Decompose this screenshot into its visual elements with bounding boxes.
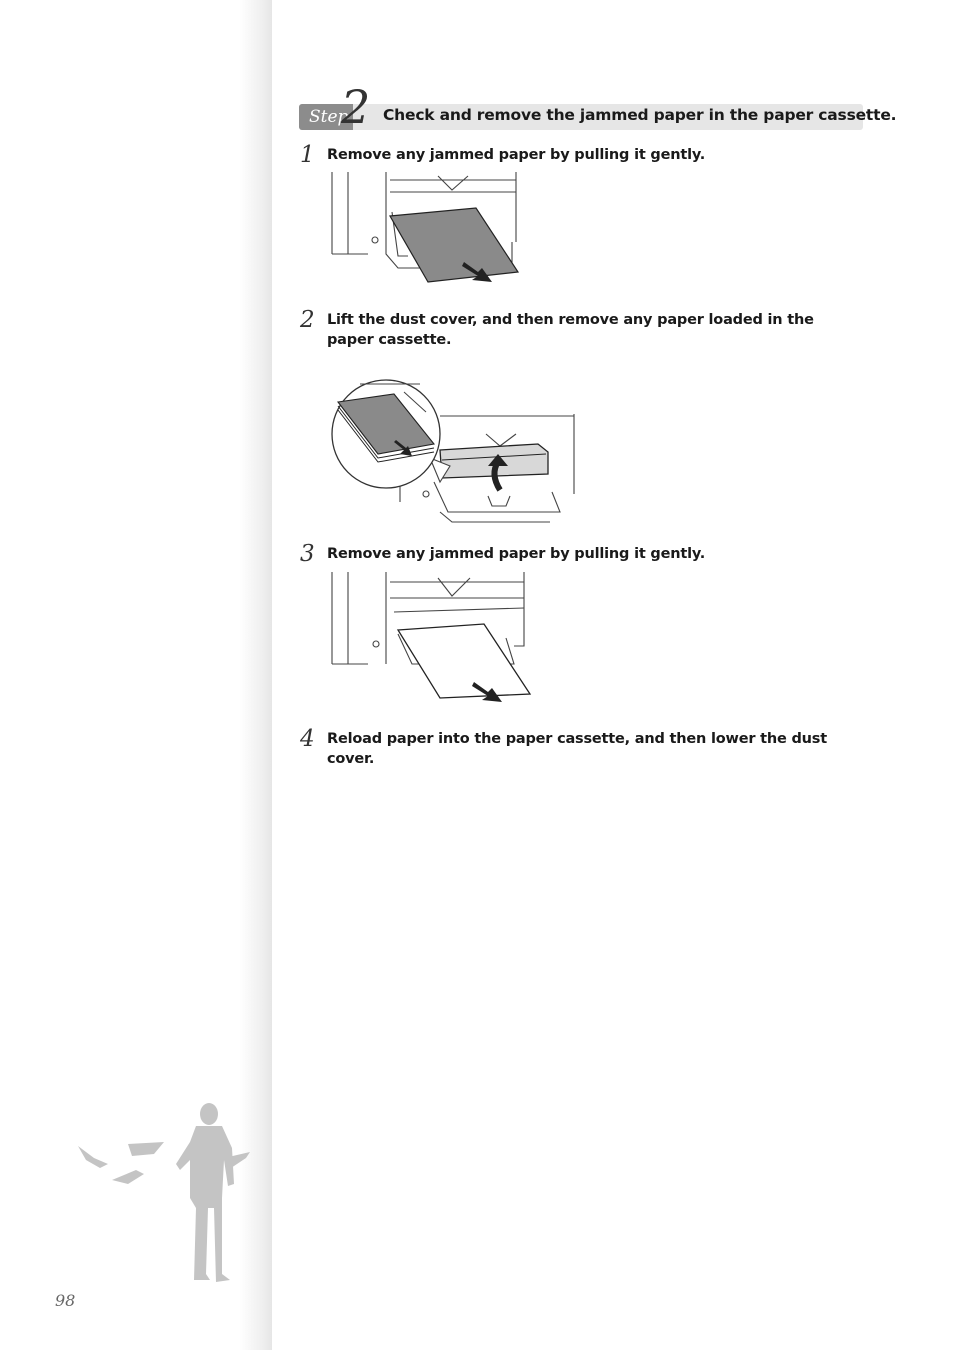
step-title: Check and remove the jammed paper in the paper cassette. (383, 106, 897, 124)
step-word: Step (309, 107, 349, 127)
page-number: 98 (55, 1291, 76, 1310)
figure-pull-jammed-paper-1 (328, 172, 528, 290)
jammed-paper-sheet (390, 208, 518, 282)
step-header (299, 80, 897, 134)
item-4-number: 4 (300, 726, 315, 752)
item-2-text: Lift the dust cover, and then remove any paper loaded in the paper cassette. (327, 312, 814, 348)
item-1-text: Remove any jammed paper by pulling it gently. (327, 147, 706, 163)
item-3-number: 3 (300, 541, 315, 567)
item-1-number: 1 (300, 142, 315, 168)
jammed-paper-sheet (398, 624, 530, 698)
item-3-text: Remove any jammed paper by pulling it gently. (327, 546, 706, 562)
figure-pull-jammed-paper-2 (328, 572, 538, 708)
step-number: 2 (341, 80, 371, 134)
item-4-text: Reload paper into the paper cassette, and then lower the dust cover. (327, 731, 827, 767)
item-2-number: 2 (300, 307, 315, 333)
person-silhouette-icon (72, 1098, 254, 1284)
figure-lift-dust-cover (330, 362, 580, 524)
